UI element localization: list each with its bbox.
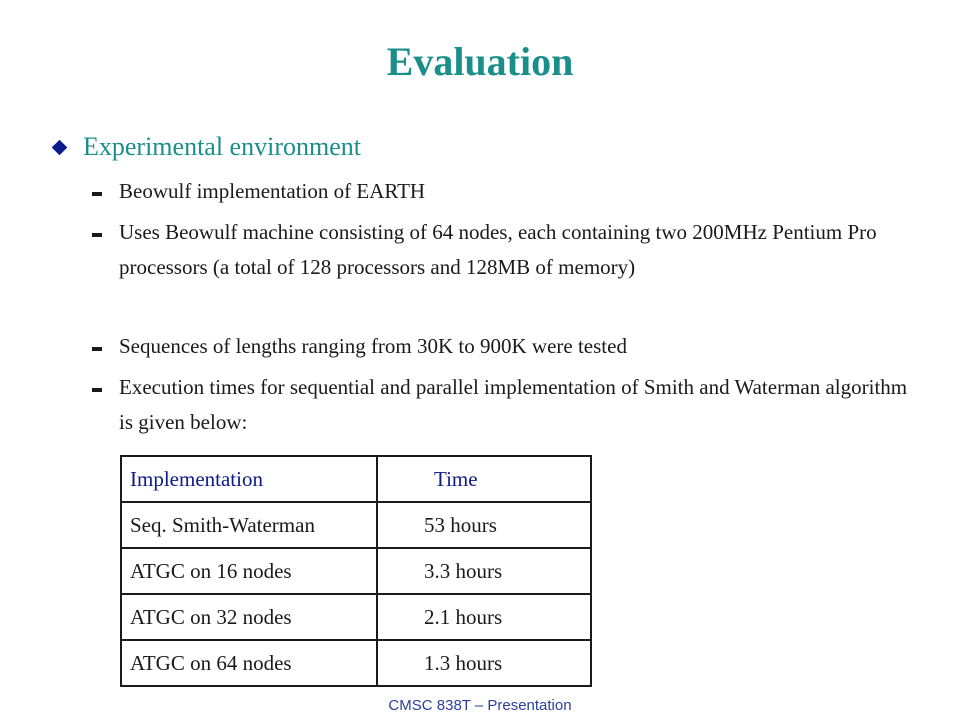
table-row [121,548,591,594]
table-row [121,594,591,640]
header-implementation: Implementation [121,456,377,502]
dash-bullet-icon [92,347,102,351]
bullet-item [48,132,361,162]
dash-bullet-icon [92,192,102,196]
execution-time-table [120,455,592,687]
cell-implementation: ATGC on 64 nodes [121,640,377,686]
cell-implementation: ATGC on 32 nodes [121,594,377,640]
table-row [121,502,591,548]
sub-item-text: Uses Beowulf machine consisting of 64 nodes, each containing two 200MHz Pentium Pro processors (a total of 128 processors and 128MB of memory) [119,220,877,279]
cell-implementation: ATGC on 16 nodes [121,548,377,594]
slide-footer: CMSC 838T – Presentation [388,697,572,714]
cell-implementation: Seq. Smith-Waterman [121,502,377,548]
sub-item-text: Execution times for sequential and parallel implementation of Smith and Waterman algorithm is given below: [119,375,908,434]
slide-title: Evaluation [386,39,574,84]
cell-time: 53 hours [377,502,591,548]
dash-bullet-icon [92,388,102,392]
table-row [121,640,591,686]
cell-time: 2.1 hours [377,594,591,640]
header-time: Time [377,456,591,502]
sub-item-text: Sequences of lengths ranging from 30K to 900K were tested [119,334,627,358]
cell-time: 1.3 hours [377,640,591,686]
table-header-row [121,456,591,502]
sub-item-text: Beowulf implementation of EARTH [119,179,426,203]
bullet-text: Experimental environment [83,132,361,161]
diamond-bullet-icon [52,139,68,155]
dash-bullet-icon [92,233,102,237]
cell-time: 3.3 hours [377,548,591,594]
